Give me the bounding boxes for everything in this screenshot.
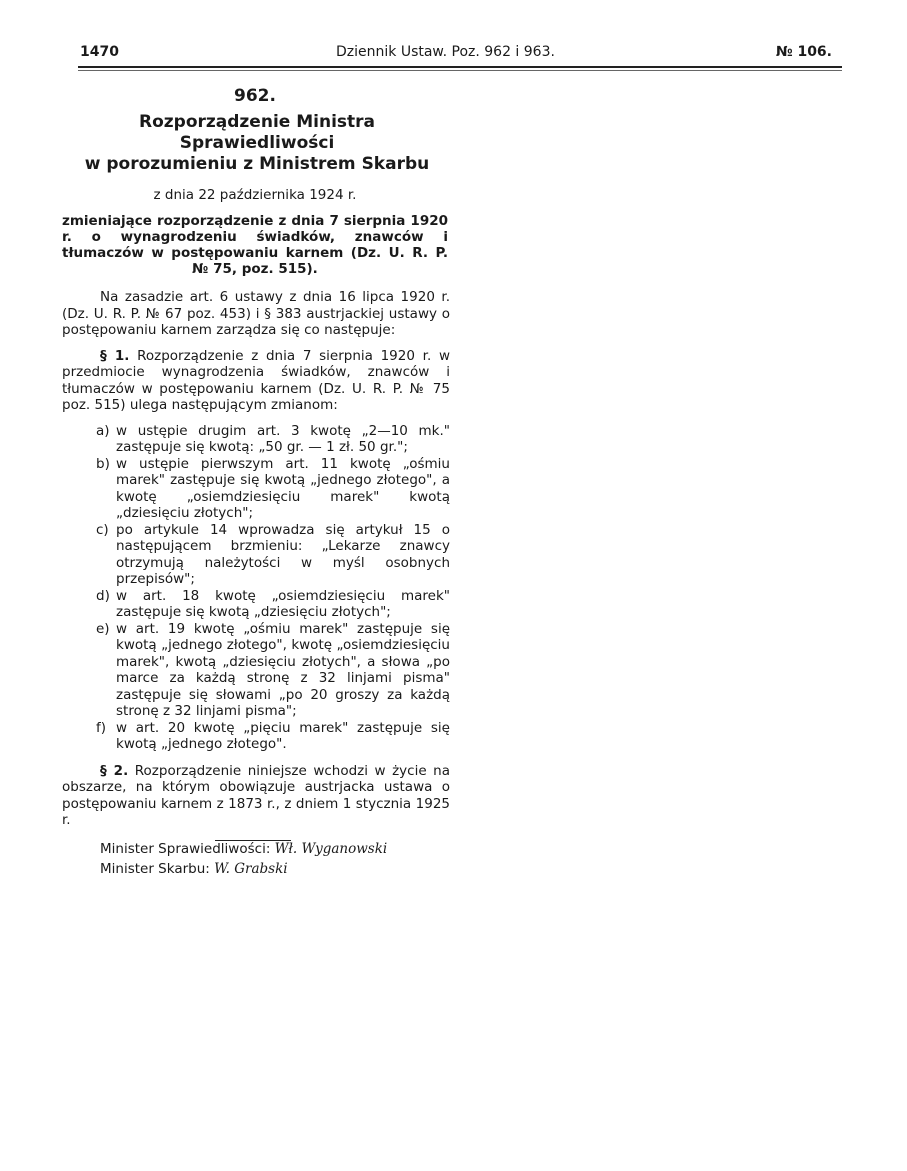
list-item [60, 621, 450, 720]
signature-line [100, 859, 450, 879]
page-number: 1470 [80, 44, 119, 60]
item-mark: a) [96, 422, 110, 439]
document-date: z dnia 22 października 1924 r. [153, 187, 357, 203]
item-mark: f) [96, 719, 107, 736]
section-2-label: § 2. [100, 762, 129, 779]
end-rule [215, 840, 291, 841]
document-title-line2: w porozumieniu z Ministrem Skarbu [84, 154, 430, 174]
amendment-list [60, 423, 450, 753]
signature-line [100, 839, 450, 859]
signature-role: Minister Sprawiedliwości: [100, 840, 271, 857]
item-mark: b) [96, 455, 110, 472]
item-mark: c) [96, 521, 109, 538]
item-mark: d) [96, 587, 110, 604]
list-item [60, 720, 450, 753]
page-header [80, 44, 832, 64]
header-rule-thin [78, 70, 842, 71]
document-number: 962. [234, 86, 276, 106]
item-text: w art. 19 kwotę „ośmiu marek" zastępuje się kwotą „jednego złotego", kwotę „osiemdziesięciu marek", kwotą „dziesięciu złotych", a słowa „po marce za każdą stronę z 32 linjami pisma" zastępuje się słowami „po 20 groszy za każdą stronę z 32 linjami pisma"; [116, 620, 450, 719]
item-text: po artykule 14 wprowadza się artykuł 15 o następującem brzmieniu: „Lekarze znawcy otrzymują należytości w myśl osobnych przepisów"; [116, 521, 450, 587]
item-mark: e) [96, 620, 110, 637]
header-rule [78, 66, 842, 68]
signatures [60, 839, 450, 879]
preamble: Na zasadzie art. 6 ustawy z dnia 16 lipca 1920 r. (Dz. U. R. P. № 67 poz. 453) i § 383 austrjackiej ustawy o postępowaniu karnem zarządza się co następuje: [62, 289, 450, 338]
document-title-line1: Rozporządzenie Ministra Sprawiedliwości [138, 112, 375, 153]
item-text: w ustępie drugim art. 3 kwotę „2—10 mk." zastępuje się kwotą: „50 gr. — 1 zł. 50 gr."; [116, 422, 450, 455]
section-2 [60, 763, 450, 829]
section-1-text: Rozporządzenie z dnia 7 sierpnia 1920 r. w przedmiocie wynagrodzenia świadków, znawców i tłumaczów w postępowaniu karnem (Dz. U. R. P. № 75 poz. 515) ulega następującym zmianom: [62, 347, 450, 413]
section-2-text: Rozporządzenie niniejsze wchodzi w życie na obszarze, na którym obowiązuje austrjacka ustawa o postępowaniu karnem z 1873 r., z dniem 1 stycznia 1925 r. [62, 762, 451, 828]
item-text: w ustępie pierwszym art. 11 kwotę „ośmiu marek" zastępuje się kwotą „jednego złotego", a kwotę „osiemdziesięciu marek" kwotą „dziesięciu złotych"; [116, 455, 450, 521]
signature-name: Wł. Wyganowski [274, 840, 388, 857]
signature-name: W. Grabski [214, 860, 288, 877]
list-item [60, 423, 450, 456]
document-column [60, 86, 450, 879]
section-1-label: § 1. [100, 347, 130, 364]
list-item [60, 456, 450, 522]
list-item [60, 588, 450, 621]
list-item [60, 522, 450, 588]
section-1 [60, 348, 450, 414]
document-subject: zmieniające rozporządzenie z dnia 7 sierpnia 1920 r. o wynagrodzeniu świadków, znawców i tłumaczów w postępowaniu karnem (Dz. U. R. P. № 75, poz. 515). [62, 213, 448, 277]
issue-number: № 106. [775, 44, 832, 60]
item-text: w art. 20 kwotę „pięciu marek" zastępuje się kwotą „jednego złotego". [116, 719, 450, 752]
signature-role: Minister Skarbu: [100, 860, 210, 877]
item-text: w art. 18 kwotę „osiemdziesięciu marek" zastępuje się kwotą „dziesięciu złotych"; [116, 587, 450, 620]
journal-title: Dziennik Ustaw. Poz. 962 i 963. [336, 44, 555, 60]
